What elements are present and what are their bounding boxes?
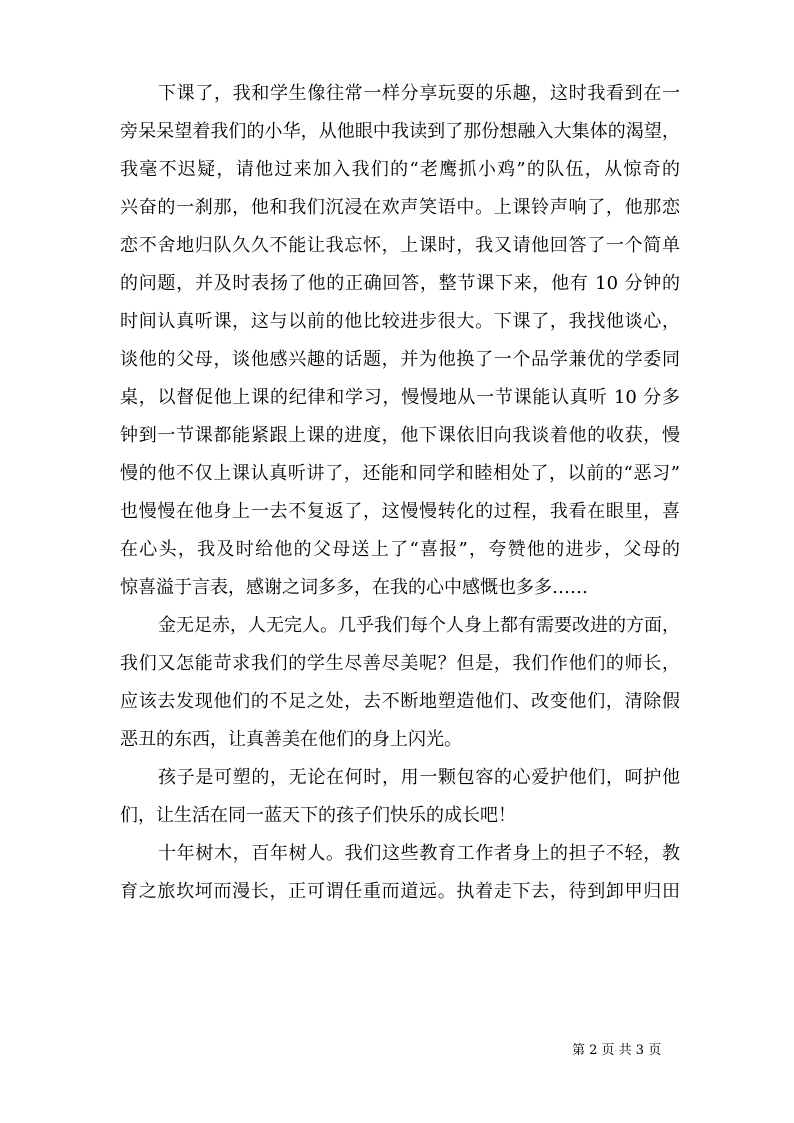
paragraph-1-line-2: 旁呆呆望着我们的小华，从他眼中我读到了那份想融入大集体的渴望， — [120, 121, 680, 142]
page-number-footer: 第 2 页 共 3 页 — [572, 1043, 662, 1058]
paragraph-1-line-12: 也慢慢在他身上一去不复返了，这慢慢转化的过程，我看在眼里，喜 — [120, 501, 680, 522]
paragraph-1-line-3: 我毫不迟疑，请他过来加入我们的“老鹰抓小鸡”的队伍，从惊奇的 — [120, 159, 680, 180]
paragraph-2-line-3: 应该去发现他们的不足之处，去不断地塑造他们、改变他们，清除假 — [120, 691, 680, 712]
paragraph-1-line-6: 的问题，并及时表扬了他的正确回答，整节课下来，他有 10 分钟的 — [120, 273, 680, 294]
paragraph-1-line-7: 时间认真听课，这与以前的他比较进步很大。下课了，我找他谈心， — [120, 311, 680, 332]
paragraph-3-line-2: 们，让生活在同一蓝天下的孩子们快乐的成长吧！ — [120, 805, 516, 826]
paragraph-1-line-13: 在心头，我及时给他的父母送上了“喜报”，夸赞他的进步，父母的 — [120, 539, 680, 560]
paragraph-1-line-14: 惊喜溢于言表，感谢之词多多，在我的心中感慨也多多…… — [120, 577, 588, 598]
paragraph-2-line-2: 我们又怎能苛求我们的学生尽善尽美呢？但是，我们作他们的师长， — [120, 653, 680, 674]
paragraph-3-line-1: 孩子是可塑的，无论在何时，用一颗包容的心爱护他们，呵护他 — [158, 767, 680, 788]
paragraph-4-line-1: 十年树木，百年树人。我们这些教育工作者身上的担子不轻，教 — [158, 843, 680, 864]
paragraph-2-line-4: 恶丑的东西，让真善美在他们的身上闪光。 — [120, 729, 462, 750]
paragraph-1-line-4: 兴奋的一刹那，他和我们沉浸在欢声笑语中。上课铃声响了，他那恋 — [120, 197, 680, 218]
paragraph-1-line-11: 慢的他不仅上课认真听讲了，还能和同学和睦相处了，以前的“恶习” — [120, 463, 680, 484]
paragraph-2-line-1: 金无足赤，人无完人。几乎我们每个人身上都有需要改进的方面， — [158, 615, 680, 636]
paragraph-1-line-9: 桌，以督促他上课的纪律和学习，慢慢地从一节课能认真听 10 分多 — [120, 387, 680, 408]
paragraph-1-line-5: 恋不舍地归队久久不能让我忘怀，上课时，我又请他回答了一个简单 — [120, 235, 680, 256]
paragraph-1-line-1: 下课了，我和学生像往常一样分享玩耍的乐趣，这时我看到在一 — [158, 83, 680, 104]
paragraph-1-line-8: 谈他的父母，谈他感兴趣的话题，并为他换了一个品学兼优的学委同 — [120, 349, 680, 370]
paragraph-1-line-10: 钟到一节课都能紧跟上课的进度，他下课依旧向我谈着他的收获，慢 — [120, 425, 680, 446]
paragraph-4-line-2: 育之旅坎坷而漫长，正可谓任重而道远。执着走下去，待到卸甲归田 — [120, 881, 680, 902]
